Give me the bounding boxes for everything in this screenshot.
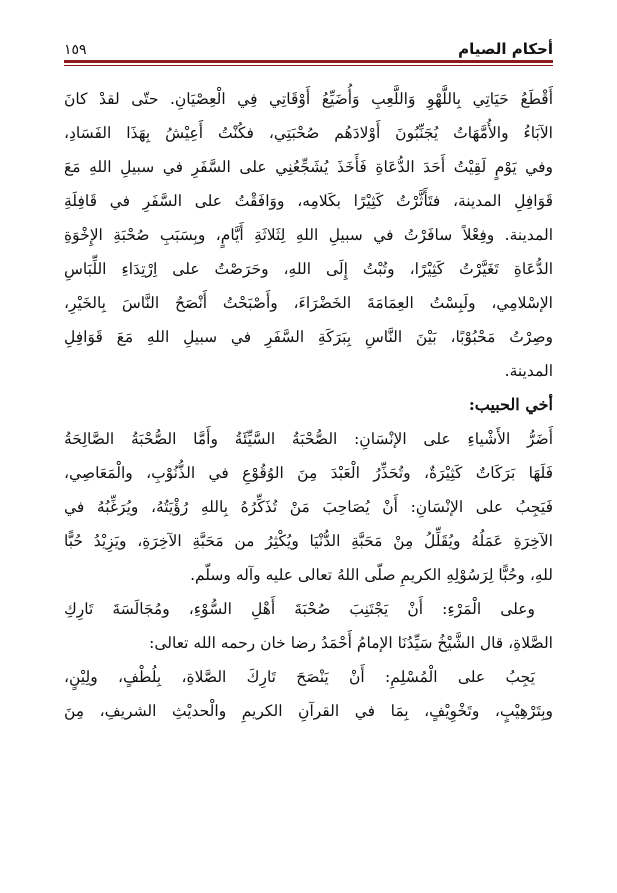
running-header bbox=[64, 30, 553, 58]
text-line: المدينة. وفِعْلاً سافَرْتُ في سبيلِ اللهِ لِثَلاثَةِ أَيَّامٍ، وبِسَبَبِ صُحْبَةِ الإِخْوَةِ bbox=[64, 226, 553, 244]
text-line: فَلَهَا بَرَكَاتٌ كَثِيْرَةٌ، وتُحَذِّرُ الْعَبْدَ مِنَ الوُقُوْعِ في الذُّنُوْبِ، والْمَعَاصِي، bbox=[64, 464, 553, 482]
text-line: وعلى الْمَرْءِ: أَنْ يَجْتَنِبَ صُحْبَةَ أَهْلِ السُّوْءِ، ومُجَالَسَةَ تَارِكِ bbox=[64, 600, 535, 618]
text-line: الإسْلامِي، ولَبِسْتُ العِمَامَةَ الخَضْرَاءَ، وأَصْبَحْتُ أَنْصَحُ النَّاسَ بِالخَيْرِ، bbox=[64, 294, 553, 312]
header-rule-thick bbox=[64, 60, 553, 63]
page-number: ١٥٩ bbox=[64, 42, 87, 58]
text-line: قَوَافِلِ المدينة، فتَأَثَّرْتُ كَثِيْرًا بكَلامِه، ووَافَقْتُ على السَّفَرِ في قَافِلَةِ bbox=[64, 192, 553, 210]
text-line: الدُّعَاةِ تَغَيَّرْتُ كَثِيْرًا، وتُبْتُ إِلَى اللهِ، وحَرَصْتُ على اِرْتِدَاءِ اللِّبَاسِ bbox=[64, 260, 553, 278]
text-line: وبِتَرْهِيْبٍ، وتَخْوِيْفٍ، بِمَا في القرآنِ الكريمِ والْحديْثِ الشريفِ، مِنَ bbox=[64, 702, 553, 720]
text-line: الصَّلاةِ، قال الشَّيْخُ سَيِّدُنَا الإمامُ أَحْمَدُ رضا خان رحمه الله تعالى: bbox=[149, 634, 553, 652]
header-rule-thin bbox=[64, 65, 553, 66]
text-line: أَقْطَعُ حَيَاتِي بِاللَّهْوِ وَاللَّعِبِ وَأُضَيِّعُ أَوْقَاتِي فِي الْعِصْيَانِ. حتّى لقدْ كانَ bbox=[64, 90, 553, 108]
text-line: الآخِرَةِ عَمَلُهُ ويُقَلِّلُ مِنْ مَحَبَّةِ الدُّنْيَا ويُكْثِرُ من مَحَبَّةِ الآخِرَةِ، ويَزِيْدُ حُبًّا bbox=[64, 532, 553, 550]
text-line: الآبَاءُ والأُمَّهَاتُ يُجَنِّبُونَ أَوْلادَهُم صُحْبَتِي، فكُنْتُ أَعِيْشُ بِهَذَا الفَسَادِ، bbox=[64, 124, 553, 142]
book-title: أحكام الصيام bbox=[458, 40, 553, 58]
text-line: فَيَجِبُ على الإنْسَانِ: أَنْ يُصَاحِبَ مَنْ تُذَكِّرُهُ بِاللهِ رُؤْيَتُهُ، ويُرَغِّبُهُ في bbox=[64, 498, 553, 516]
text-line: وفي يَوْمٍ لَقِيْتُ أَحَدَ الدُّعَاةِ فَأَخَذَ يُشَجِّعُنِي على السَّفَرِ في سبيلِ اللهِ مَعَ bbox=[64, 158, 553, 176]
text-line: المدينة. bbox=[504, 362, 553, 380]
section-heading: أخي الحبيب: bbox=[468, 395, 553, 414]
text-line: يَجِبُ على الْمُسْلِمِ: أَنْ يَنْصَحَ تَارِكَ الصَّلاةِ، بِلُطْفٍ، ولِيْنٍ، bbox=[64, 668, 535, 686]
text-line: وصِرْتُ مَحْبُوْبًا، بَيْنَ النَّاسِ بِبَرَكَةِ السَّفَرِ في سبيلِ اللهِ مَعَ قَوَافِلِ bbox=[64, 328, 553, 346]
text-line: للهِ، وحُبًّا لِرَسُوْلِهِ الكريمِ صلّى اللهُ تعالى عليه وآله وسلّم. bbox=[190, 566, 553, 584]
text-line: أَضَرُّ الأَشْياءِ على الإنْسَانِ: الصُّحْبَةُ السَّيِّئَةُ وأَمَّا الصُّحْبَةُ الصَّالِحَةُ bbox=[64, 430, 553, 448]
body-text bbox=[64, 82, 553, 728]
